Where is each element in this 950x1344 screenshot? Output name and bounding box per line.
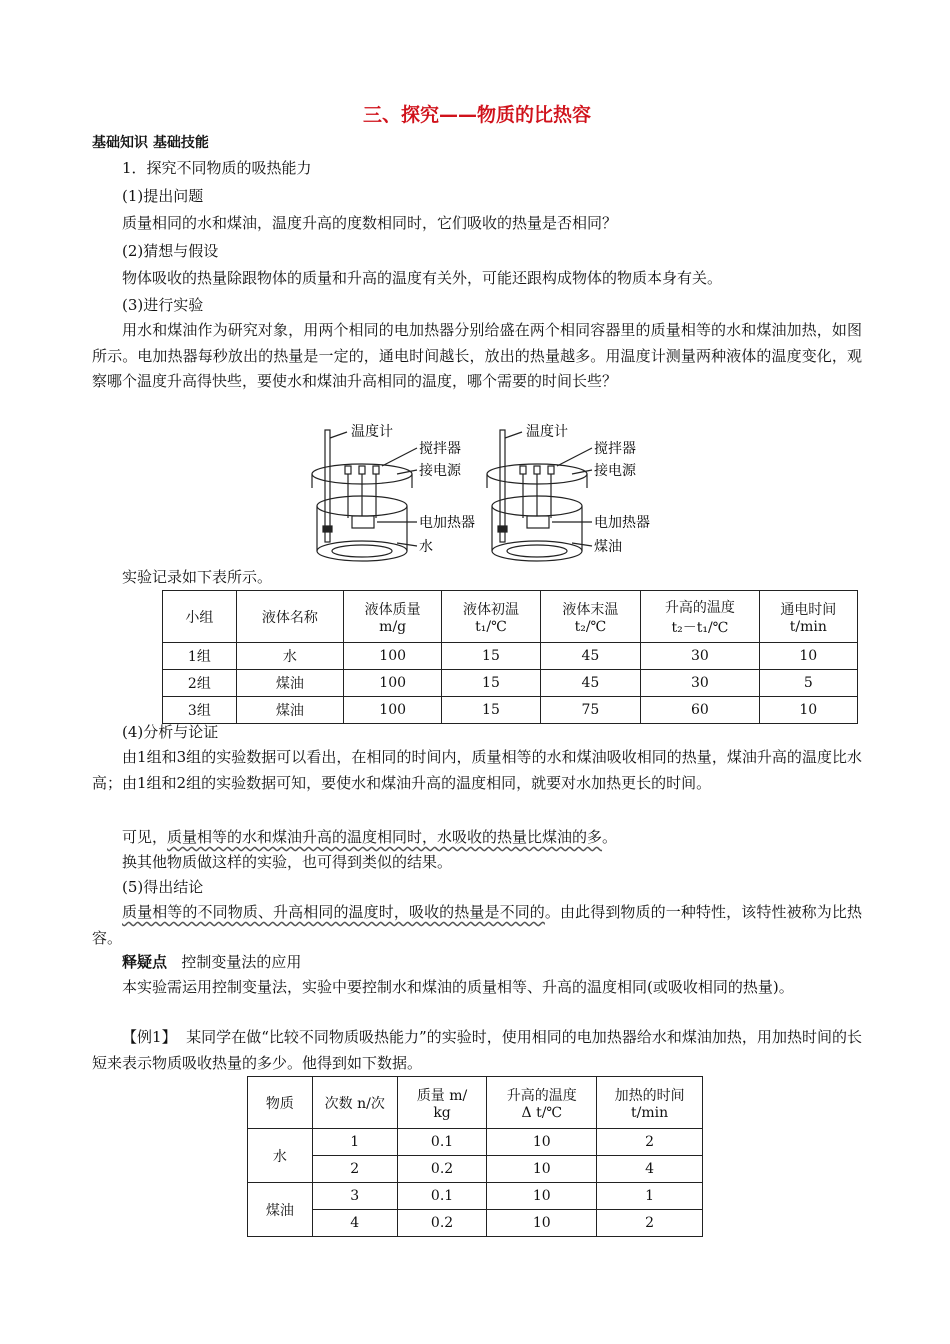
left-heater-icon xyxy=(352,516,374,528)
step4-heading: (4)分析与论证 xyxy=(122,723,219,741)
left-thermometer-icon xyxy=(325,430,330,542)
example1-data-table xyxy=(247,1076,703,1237)
step3-heading: (3)进行实验 xyxy=(122,296,204,314)
table1-intro: 实验记录如下表所示。 xyxy=(122,568,273,586)
table2-cell: 4 xyxy=(312,1210,397,1237)
table2-cell: 2 xyxy=(597,1129,703,1156)
table2-cell: 1 xyxy=(597,1183,703,1210)
table1-header-cell: 液体末温 t₂/℃ xyxy=(540,591,641,643)
right-thermometer-icon xyxy=(500,430,505,542)
table1-cell: 100 xyxy=(344,643,442,670)
emphasized-definition: 质量相等的不同物质、升高相同的温度时，吸收的热量是不同的 xyxy=(122,903,545,921)
table1-cell: 煤油 xyxy=(236,670,343,697)
faq-line xyxy=(92,950,892,975)
table1-cell: 3组 xyxy=(163,697,237,724)
table2-header-cell: 次数 n/次 xyxy=(312,1077,397,1129)
table1-cell: 水 xyxy=(236,643,343,670)
faq-title: 控制变量法的应用 xyxy=(181,953,302,971)
table1-cell: 100 xyxy=(344,697,442,724)
right-power-label: 接电源 xyxy=(594,463,636,479)
left-stirrer-label: 搅拌器 xyxy=(419,441,461,457)
table1-cell: 15 xyxy=(442,670,540,697)
table2-header-cell: 升高的温度 Δ t/℃ xyxy=(487,1077,597,1129)
table1-cell: 100 xyxy=(344,670,442,697)
left-liquid-label: 水 xyxy=(419,539,433,555)
table2-cell: 10 xyxy=(487,1129,597,1156)
left-thermometer-label: 温度计 xyxy=(351,424,393,440)
step3-text: 用水和煤油作为研究对象，用两个相同的电加热器分别给盛在两个相同容器里的质量相等的水和煤油加热，如图所示。电加热器每秒放出的热量是一定的，通电时间越长，放出的热量越多。用温度计测量两种液体的温度变化，观察哪个温度升高得快些，要使水和煤油升高相同的温度，哪个需要的时间长些？ xyxy=(92,321,862,390)
table1-header-cell: 液体名称 xyxy=(236,591,343,643)
table2-cell: 0.1 xyxy=(397,1183,487,1210)
step2-text: 物体吸收的热量除跟物体的质量和升高的温度有关外，可能还跟构成物体的物质本身有关。 xyxy=(122,269,723,287)
table1-cell: 45 xyxy=(540,670,641,697)
table2-cell: 1 xyxy=(312,1129,397,1156)
table1-cell: 2组 xyxy=(163,670,237,697)
right-stirrer-label: 搅拌器 xyxy=(594,441,636,457)
table1-header-cell: 升高的温度 t₂－t₁/℃ xyxy=(641,591,759,643)
table1-cell: 10 xyxy=(759,697,857,724)
table1-cell: 60 xyxy=(641,697,759,724)
right-thermometer-label: 温度计 xyxy=(526,424,568,440)
section-heading: 基础知识 基础技能 xyxy=(92,135,209,151)
table1-cell: 1组 xyxy=(163,643,237,670)
left-heater-label: 电加热器 xyxy=(419,515,475,531)
example-label: 【例1】 xyxy=(122,1028,177,1046)
table1-cell: 10 xyxy=(759,643,857,670)
right-liquid-label: 煤油 xyxy=(594,539,622,555)
faq-text: 本实验需运用控制变量法，实验中要控制水和煤油的质量相等、升高的温度相同(或吸收相同的热量)。 xyxy=(122,978,794,996)
table2-cell: 10 xyxy=(487,1156,597,1183)
table1-header-cell: 小组 xyxy=(163,591,237,643)
faq-label: 释疑点 xyxy=(122,953,168,971)
right-heater-label: 电加热器 xyxy=(594,515,650,531)
step1-text: 质量相同的水和煤油，温度升高的度数相同时，它们吸收的热量是否相同？ xyxy=(122,214,618,232)
table1-cell: 30 xyxy=(641,643,759,670)
table2-header-cell: 质量 m/ kg xyxy=(397,1077,487,1129)
table2-header-cell: 物质 xyxy=(248,1077,313,1129)
table-row xyxy=(163,670,858,697)
table2-header-cell: 加热的时间 t/min xyxy=(597,1077,703,1129)
step4-conclusion: 可见，质量相等的水和煤油升高的温度相同时，水吸收的热量比煤油的多。 xyxy=(122,828,618,846)
step4-text: 由1组和3组的实验数据可以看出，在相同的时间内，质量相等的水和煤油吸收相同的热量，煤油升高的温度比水高；由1组和2组的实验数据可知，要使水和煤油升高的温度相同，就要对水加热更长的时间。 xyxy=(92,748,862,792)
table1-cell: 15 xyxy=(442,643,540,670)
step4-other: 换其他物质做这样的实验，也可得到类似的结果。 xyxy=(122,853,453,871)
table2-cell: 10 xyxy=(487,1183,597,1210)
table1-cell: 75 xyxy=(540,697,641,724)
table2-cell: 0.2 xyxy=(397,1210,487,1237)
substance-cell: 煤油 xyxy=(248,1183,313,1237)
table2-cell: 2 xyxy=(312,1156,397,1183)
table1-header-cell: 液体初温 t₁/℃ xyxy=(442,591,540,643)
table-row xyxy=(248,1156,703,1183)
left-power-label: 接电源 xyxy=(419,463,461,479)
table-row xyxy=(248,1129,703,1156)
page-title: 三、探究——物质的比热容 xyxy=(362,104,591,126)
right-heater-icon xyxy=(527,516,549,528)
table2-cell: 0.1 xyxy=(397,1129,487,1156)
table1-header-cell: 液体质量 m/g xyxy=(344,591,442,643)
table-row xyxy=(248,1210,703,1237)
table2-cell: 10 xyxy=(487,1210,597,1237)
step1-heading: (1)提出问题 xyxy=(122,187,204,205)
table1-cell: 30 xyxy=(641,670,759,697)
table2-cell: 0.2 xyxy=(397,1156,487,1183)
experiment-record-table xyxy=(162,590,858,724)
table2-cell: 4 xyxy=(597,1156,703,1183)
item-heading: 1．探究不同物质的吸热能力 xyxy=(122,159,312,177)
example1-text: 【例1】 某同学在做“比较不同物质吸热能力”的实验时，使用相同的电加热器给水和煤油加热，用加热时间的长短来表示物质吸收热量的多少。他得到如下数据。 xyxy=(92,1028,862,1072)
emphasized-conclusion: 质量相等的水和煤油升高的温度相同时，水吸收的热量比煤油的多 xyxy=(167,828,603,846)
step2-heading: (2)猜想与假设 xyxy=(122,242,219,260)
table1-cell: 煤油 xyxy=(236,697,343,724)
table2-cell: 2 xyxy=(597,1210,703,1237)
table1-cell: 15 xyxy=(442,697,540,724)
table1-cell: 5 xyxy=(759,670,857,697)
step5-text: 质量相等的不同物质、升高相同的温度时，吸收的热量是不同的。由此得到物质的一种特性，该特性被称为比热容。 xyxy=(92,903,862,947)
table-row xyxy=(248,1183,703,1210)
table1-cell: 45 xyxy=(540,643,641,670)
table2-cell: 3 xyxy=(312,1183,397,1210)
step5-heading: (5)得出结论 xyxy=(122,878,204,896)
substance-cell: 水 xyxy=(248,1129,313,1183)
experiment-figure xyxy=(297,418,747,568)
table-row xyxy=(163,643,858,670)
table1-header-cell: 通电时间 t/min xyxy=(759,591,857,643)
